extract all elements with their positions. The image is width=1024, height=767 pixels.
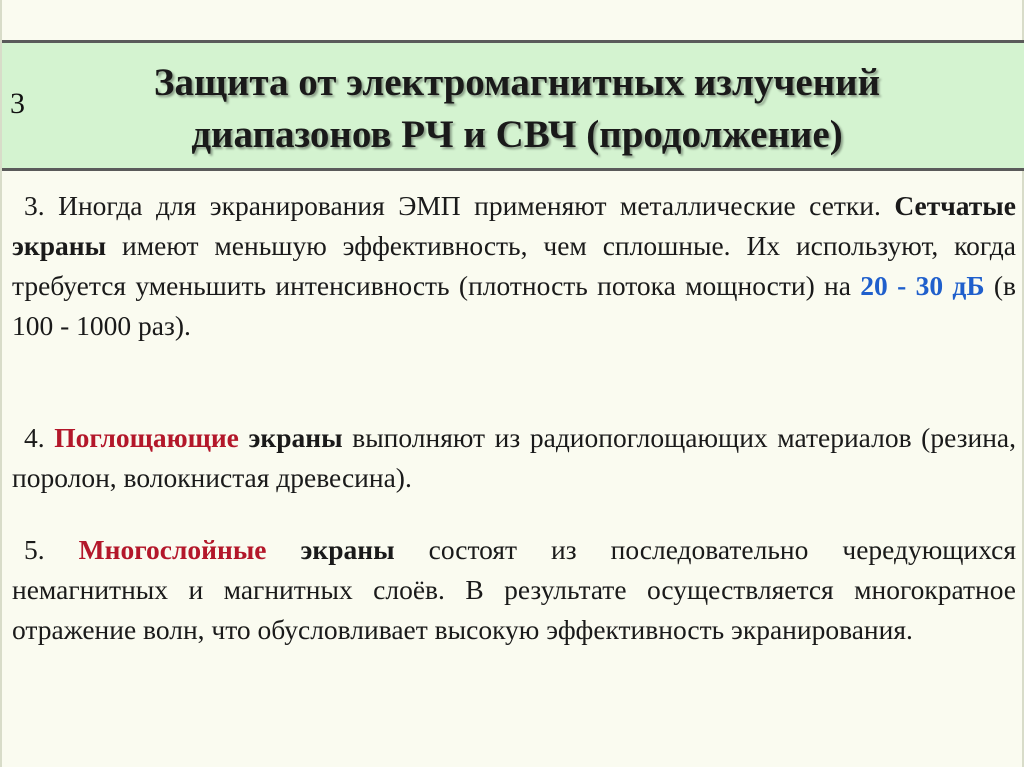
paragraph-5-term-colored: Многослойные — [78, 534, 267, 565]
paragraph-5-term-bold: экраны — [266, 534, 395, 565]
paragraph-3-attenuation-value: 20 - 30 дБ — [860, 270, 985, 301]
paragraph-4-absorbing-screens — [12, 418, 1016, 498]
paragraph-3-lead: 3. Иногда для экранирования ЭМП применяют металлические сетки. — [24, 190, 895, 221]
paragraph-3-term: Сетчатые экраны — [12, 190, 1016, 261]
paragraph-3-mid: имеют меньшую эффективность, чем сплошные. Их используют, когда требуется уменьшить интенсивность (плотность потока мощности) на — [12, 230, 1016, 301]
paragraph-4-tail: выполняют из радиопоглощающих материалов (резина, поролон, волокнистая древесина). — [12, 422, 1017, 493]
slide-title — [52, 57, 982, 161]
slide-number: 3 — [10, 87, 25, 120]
paragraph-5-tail: состоят из последовательно чередующихся немагнитных и магнитных слоёв. В результате осуществляется многократное отражение волн, что обусловливает высокую эффективность экранирования. — [12, 534, 1016, 645]
paragraph-4-term-colored: Поглощающие — [54, 422, 239, 453]
title-bar — [2, 40, 1024, 171]
paragraph-4-lead: 4. — [24, 422, 55, 453]
paragraph-3-mesh-screens — [12, 186, 1016, 346]
paragraph-5-multilayer-screens — [12, 530, 1016, 650]
slide-title-line-1: Защита от электромагнитных излучений — [153, 61, 881, 104]
paragraph-4-term-bold: экраны — [238, 422, 343, 453]
paragraph-3-tail: (в 100 - 1000 раз). — [12, 270, 1016, 341]
slide-title-line-2: диапазонов РЧ и СВЧ (продолжение) — [191, 113, 843, 156]
paragraph-5-lead: 5. — [24, 534, 79, 565]
